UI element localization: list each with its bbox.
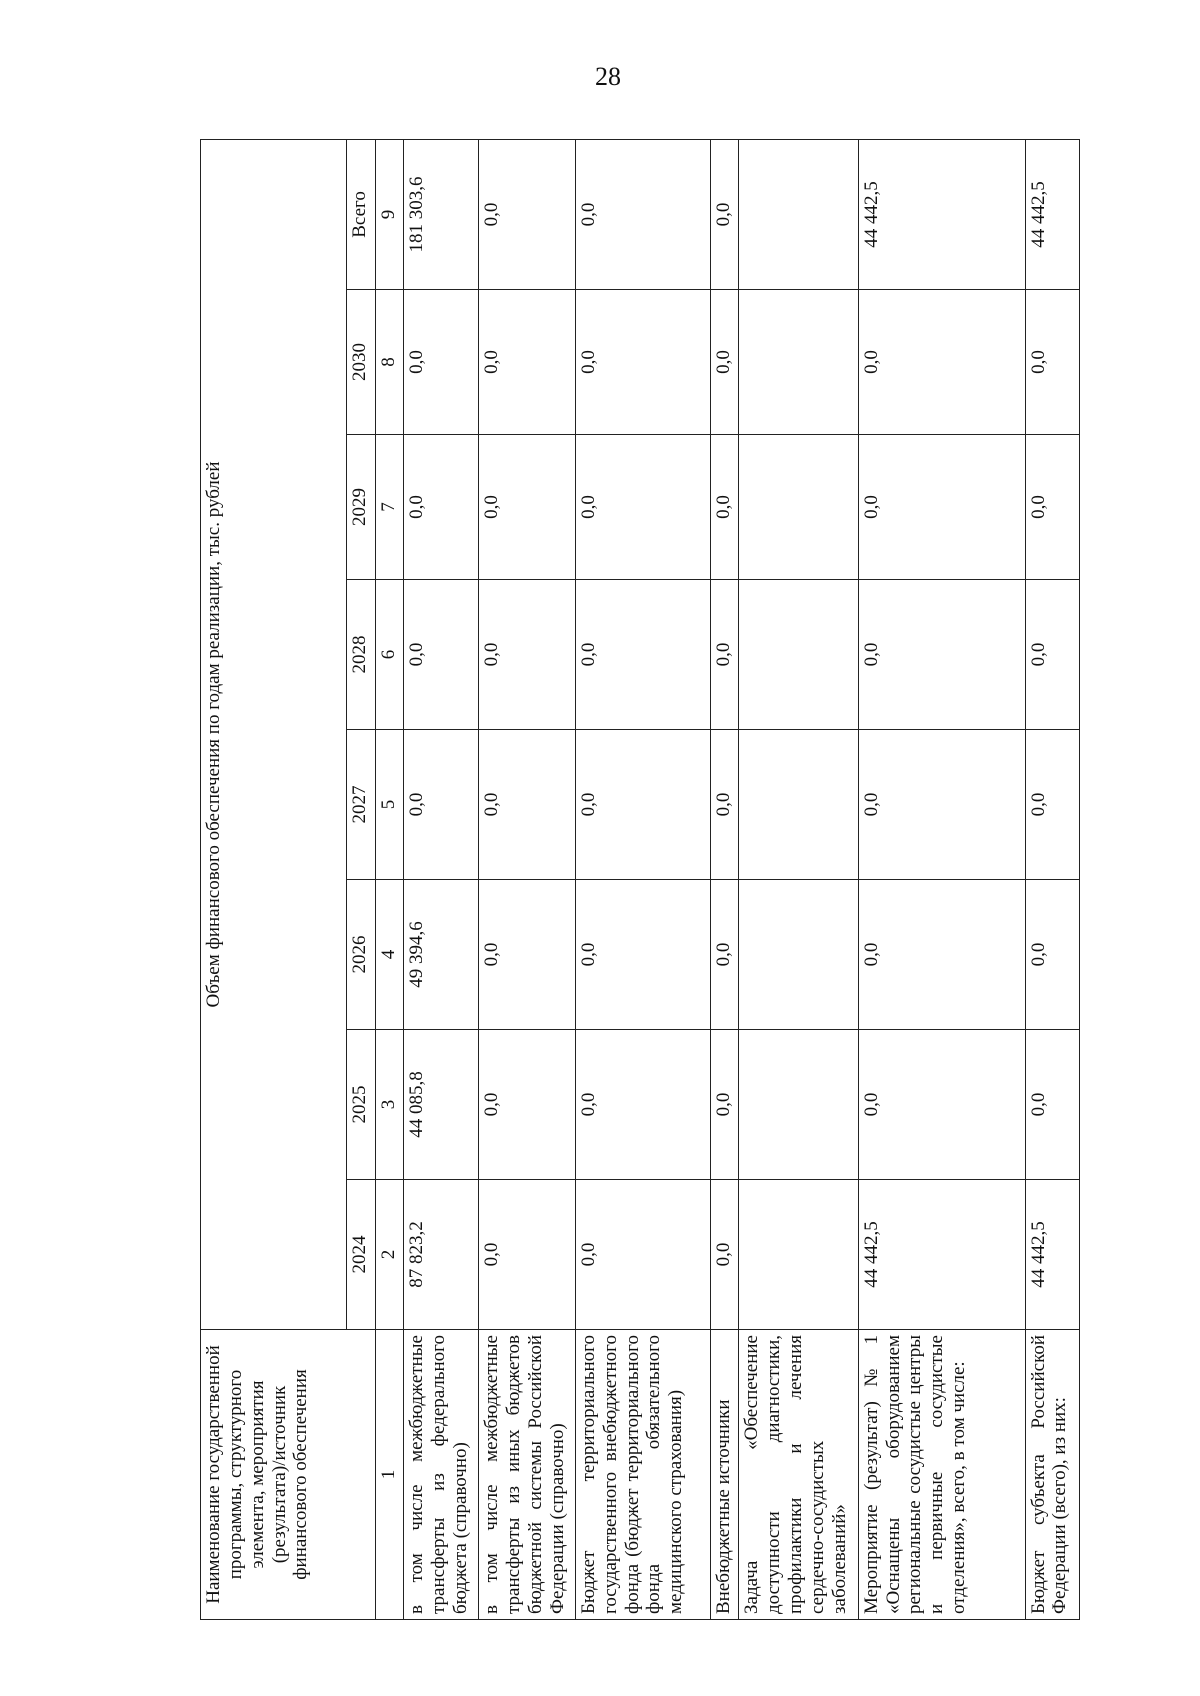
cell-value: 0,0 — [858, 580, 1025, 730]
column-number: 4 — [376, 880, 404, 1030]
cell-value: 0,0 — [858, 290, 1025, 435]
cell-value: 0,0 — [1025, 290, 1079, 435]
column-number: 1 — [376, 1330, 404, 1620]
cell-total: 0,0 — [575, 139, 711, 289]
column-number: 8 — [376, 290, 404, 435]
row-label: Бюджет субъекта Российской Федерации (всего), из них: — [1025, 1330, 1079, 1620]
year-header: 2028 — [347, 580, 376, 730]
table-row — [858, 139, 1025, 1619]
cell-value — [739, 1030, 858, 1180]
total-header: Всего — [347, 139, 376, 289]
column-number-row — [376, 139, 404, 1619]
cell-value: 87 823,2 — [404, 1180, 479, 1330]
cell-value: 0,0 — [711, 730, 739, 880]
cell-value: 0,0 — [404, 580, 479, 730]
table-row — [739, 139, 858, 1619]
row-label: Бюджет территориального государственного внебюджетного фонда (бюджет территориального фонда обязательного медицинского страхования) — [575, 1330, 711, 1620]
cell-value: 0,0 — [479, 730, 575, 880]
cell-value: 0,0 — [858, 880, 1025, 1030]
cell-value: 0,0 — [711, 1180, 739, 1330]
cell-value: 0,0 — [479, 435, 575, 580]
cell-value — [739, 290, 858, 435]
cell-value: 0,0 — [575, 1030, 711, 1180]
cell-value: 44 085,8 — [404, 1030, 479, 1180]
cell-value: 0,0 — [858, 1030, 1025, 1180]
year-header: 2029 — [347, 435, 376, 580]
cell-value: 0,0 — [711, 1030, 739, 1180]
cell-value: 0,0 — [479, 1030, 575, 1180]
cell-value: 49 394,6 — [404, 880, 479, 1030]
cell-value: 0,0 — [404, 730, 479, 880]
cell-value: 0,0 — [404, 290, 479, 435]
cell-value: 44 442,5 — [1025, 1180, 1079, 1330]
cell-value — [739, 880, 858, 1030]
cell-value: 0,0 — [858, 435, 1025, 580]
column-number: 5 — [376, 730, 404, 880]
cell-value: 0,0 — [575, 435, 711, 580]
cell-total: 0,0 — [711, 139, 739, 289]
volume-header: Объем финансового обеспечения по годам реализации, тыс. рублей — [201, 139, 347, 1329]
cell-value: 0,0 — [575, 880, 711, 1030]
cell-value: 0,0 — [1025, 880, 1079, 1030]
page-number: 28 — [595, 62, 621, 91]
year-header: 2027 — [347, 730, 376, 880]
cell-value: 0,0 — [711, 435, 739, 580]
cell-value: 0,0 — [479, 880, 575, 1030]
financing-table — [200, 139, 1080, 1620]
cell-value: 0,0 — [479, 1180, 575, 1330]
cell-total: 44 442,5 — [1025, 139, 1079, 289]
cell-value — [739, 730, 858, 880]
cell-value: 0,0 — [575, 290, 711, 435]
table-row — [404, 139, 479, 1619]
table-row — [575, 139, 711, 1619]
row-label: Мероприятие (результат) № 1 «Оснащены оборудованием региональные сосудистые центры и первичные сосудистые отделения», всего, в том числе: — [858, 1330, 1025, 1620]
year-header: 2030 — [347, 290, 376, 435]
cell-value: 0,0 — [404, 435, 479, 580]
year-header: 2024 — [347, 1180, 376, 1330]
column-number: 3 — [376, 1030, 404, 1180]
cell-value: 0,0 — [711, 880, 739, 1030]
row-label: в том числе межбюджетные трансферты из иных бюджетов бюджетной системы Российской Федерации (справочно) — [479, 1330, 575, 1620]
cell-total: 44 442,5 — [858, 139, 1025, 289]
row-label: Внебюджетные источники — [711, 1330, 739, 1620]
column-number: 7 — [376, 435, 404, 580]
cell-value — [739, 1180, 858, 1330]
cell-total — [739, 139, 858, 289]
cell-value: 0,0 — [575, 1180, 711, 1330]
column-number: 6 — [376, 580, 404, 730]
cell-value: 0,0 — [1025, 580, 1079, 730]
table-row — [711, 139, 739, 1619]
cell-value: 0,0 — [575, 730, 711, 880]
cell-value — [739, 580, 858, 730]
rotated-table-container — [200, 140, 1080, 1620]
cell-value: 0,0 — [711, 580, 739, 730]
name-column-header: Наименование государственной программы, структурного элемента, мероприятия (результата)/источник финансового обеспечения — [201, 1330, 376, 1620]
cell-value — [739, 435, 858, 580]
year-header: 2025 — [347, 1030, 376, 1180]
row-label: Задача «Обеспечение доступности диагностики, профилактики и лечения сердечно-сосудистых заболеваний» — [739, 1330, 858, 1620]
cell-value: 0,0 — [1025, 730, 1079, 880]
cell-value: 0,0 — [575, 580, 711, 730]
year-header: 2026 — [347, 880, 376, 1030]
cell-total: 0,0 — [479, 139, 575, 289]
table-row — [479, 139, 575, 1619]
column-number: 9 — [376, 139, 404, 289]
column-number: 2 — [376, 1180, 404, 1330]
cell-value: 0,0 — [479, 290, 575, 435]
cell-value: 0,0 — [479, 580, 575, 730]
cell-value: 44 442,5 — [858, 1180, 1025, 1330]
header-row-1 — [201, 139, 347, 1619]
row-label: в том числе межбюджетные трансферты из федерального бюджета (справочно) — [404, 1330, 479, 1620]
cell-value: 0,0 — [1025, 435, 1079, 580]
cell-total: 181 303,6 — [404, 139, 479, 289]
cell-value: 0,0 — [858, 730, 1025, 880]
cell-value: 0,0 — [711, 290, 739, 435]
cell-value: 0,0 — [1025, 1030, 1079, 1180]
table-row — [1025, 139, 1079, 1619]
